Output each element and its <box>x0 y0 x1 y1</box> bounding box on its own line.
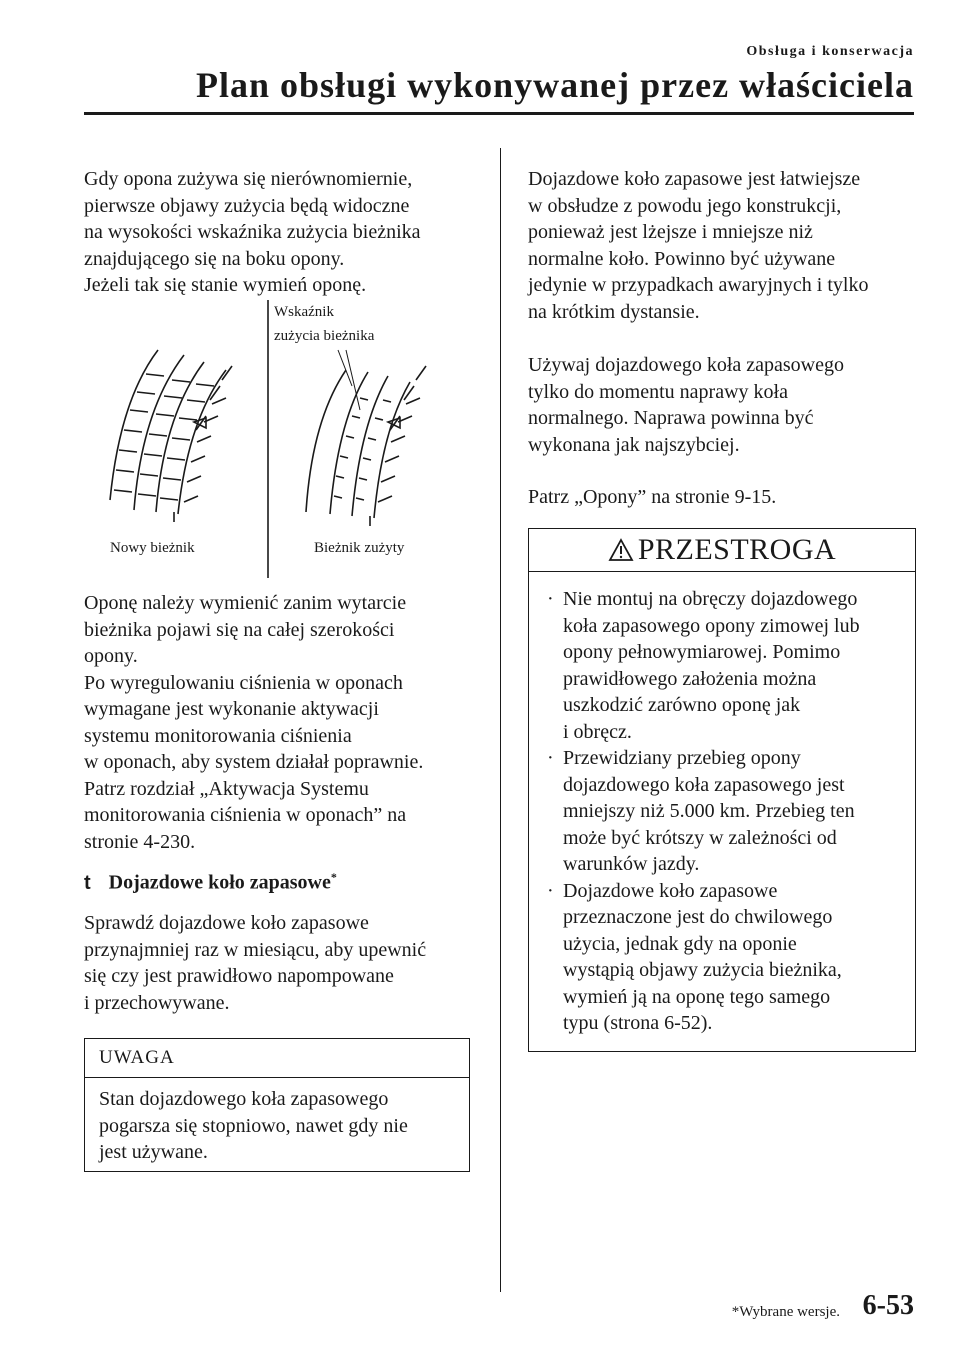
worn-tread-label: Bieżnik zużyty <box>314 540 405 556</box>
page-title: Plan obsługi wykonywanej przez właściciela <box>196 65 914 105</box>
text-line: i przechowywane. <box>84 991 230 1014</box>
text-line: bieżnika pojawi się na całej szerokości <box>84 618 395 641</box>
text-line: typu (strona 6-52). <box>563 1012 713 1034</box>
right-column-para1 <box>528 166 918 325</box>
text-line: wykonana jak najszybciej. <box>528 433 740 456</box>
caution-header <box>529 529 915 572</box>
text-line: normalnego. Naprawa powinna być <box>528 407 814 429</box>
text-line: monitorowania ciśnienia w oponach” na <box>84 804 407 826</box>
text-line: użycia, jednak gdy na oponie <box>563 932 797 955</box>
caution-item <box>529 586 905 745</box>
text-line: może być krótszy w zależności od <box>563 826 837 849</box>
right-column-para2 <box>528 352 918 458</box>
section-label: Obsługa i konserwacja <box>746 44 914 59</box>
text-line: przynajmniej raz w miesiącu, aby upewnić <box>84 938 427 961</box>
text-line: na wysokości wskaźnika zużycia bieżnika <box>84 221 421 243</box>
text-line: wymagane jest wykonanie aktywacji <box>84 698 379 720</box>
text-line: Patrz rozdział „Aktywacja Systemu <box>84 777 369 800</box>
text-line: stronie 4-230. <box>84 830 196 853</box>
worn-tread-edge <box>306 370 346 512</box>
heading-footnote-mark: * <box>330 870 337 884</box>
indicator-leader-lines <box>338 350 360 410</box>
note-body <box>85 1078 469 1174</box>
text-line: Oponę należy wymienić zanim wytarcie <box>84 592 407 614</box>
list-bullet: · <box>547 747 554 769</box>
text-line: ponieważ jest lżejsze i mniejsze niż <box>528 221 813 243</box>
worn-tread-groove <box>374 382 410 518</box>
new-tread-sipes <box>196 366 232 430</box>
caution-title: PRZESTROGA <box>637 533 837 566</box>
footer-note: *Wybrane wersje. <box>731 1304 840 1320</box>
column-divider <box>500 148 501 1292</box>
new-tread-edge <box>110 350 158 500</box>
page-number: 6-53 <box>862 1290 914 1321</box>
text-line: pierwsze objawy zużycia będą widoczne <box>84 194 410 217</box>
text-line: przeznaczone jest do chwilowego <box>563 906 833 928</box>
text-line: uszkodzić zarówno oponę jak <box>563 694 801 716</box>
list-bullet: · <box>547 879 554 902</box>
text-line: dojazdowego koła zapasowego jest <box>563 773 845 796</box>
text-line: jedynie w przypadkach awaryjnych i tylko <box>528 274 869 296</box>
tread-wear-figure <box>84 300 474 580</box>
left-column-after-figure <box>84 590 474 855</box>
text-line: tylko do momentu naprawy koła <box>528 380 788 403</box>
text-line: wystąpią objawy zużycia bieżnika, <box>563 959 842 981</box>
text-line: znajdującego się na boku opony. <box>84 247 345 270</box>
heading-bullet: t <box>84 871 91 894</box>
left-column-intro <box>84 166 474 299</box>
indicator-label-line1: Wskaźnik <box>274 304 334 320</box>
text-line: Przewidziany przebieg opony <box>563 747 801 769</box>
new-tread-blocks <box>114 374 226 502</box>
text-line: Dojazdowe koło zapasowe jest łatwiejsze <box>528 168 861 190</box>
text-line: Dojazdowe koło zapasowe <box>563 879 778 902</box>
text-line: normalne koło. Powinno być używane <box>528 247 836 270</box>
worn-tread-groove <box>330 372 368 514</box>
text-line: systemu monitorowania ciśnienia <box>84 724 352 747</box>
text-line: Gdy opona zużywa się nierównomiernie, <box>84 168 413 190</box>
text-line: się czy jest prawidłowo napompowane <box>84 965 394 987</box>
text-line: Stan dojazdowego koła zapasowego <box>99 1088 389 1110</box>
text-line: opony pełnowymiarowej. Pomimo <box>563 641 841 663</box>
header-rule <box>84 112 914 115</box>
text-line: mniejszy niż 5.000 km. Przebieg ten <box>563 800 855 822</box>
text-line: Patrz „Opony” na stronie 9-15. <box>528 486 777 508</box>
caution-list <box>529 572 915 1037</box>
caution-item <box>529 745 905 878</box>
text-line: i obręcz. <box>563 720 632 743</box>
text-line: warunków jazdy. <box>563 853 700 875</box>
new-tread-label: Nowy bieżnik <box>110 540 195 556</box>
caution-box <box>528 528 916 1052</box>
text-line: wymień ją na oponę tego samego <box>563 985 831 1008</box>
note-title: UWAGA <box>85 1039 469 1078</box>
text-line: Używaj dojazdowego koła zapasowego <box>528 354 844 376</box>
indicator-label-line2: zużycia bieżnika <box>274 328 375 344</box>
text-line: opony. <box>84 645 138 667</box>
text-line: w oponach, aby system działał poprawnie. <box>84 751 424 773</box>
text-line: koła zapasowego opony zimowej lub <box>563 614 860 637</box>
text-line: w obsłudze z powodu jego konstrukcji, <box>528 194 842 217</box>
caution-item <box>529 878 905 1037</box>
note-box <box>84 1038 470 1172</box>
text-line: Po wyregulowaniu ciśnienia w oponach <box>84 671 403 694</box>
text-line: Nie montuj na obręczy dojazdowego <box>563 588 858 610</box>
spare-wheel-text <box>84 910 474 1016</box>
list-bullet: · <box>547 588 554 610</box>
worn-tread-sipes <box>390 366 426 430</box>
warning-triangle-icon <box>608 538 634 562</box>
text-line: Jeżeli tak się stanie wymień oponę. <box>84 274 367 296</box>
text-line: Sprawdź dojazdowe koło zapasowe <box>84 912 369 934</box>
text-line: prawidłowego założenia można <box>563 667 817 690</box>
text-line: jest używane. <box>99 1141 208 1163</box>
heading-text: Dojazdowe koło zapasowe <box>108 871 331 894</box>
text-line: pogarsza się stopniowo, nawet gdy nie <box>99 1114 408 1137</box>
right-column-para3 <box>528 484 918 511</box>
text-line: na krótkim dystansie. <box>528 300 700 323</box>
spare-wheel-heading <box>84 870 337 895</box>
